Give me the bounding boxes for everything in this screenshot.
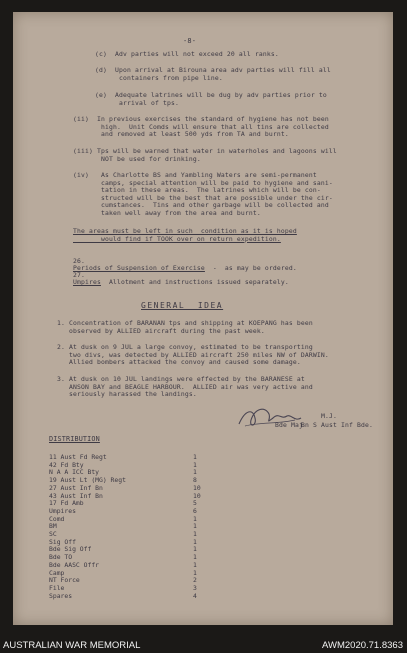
general-idea-3: 3. At dusk on 10 JUL landings were effected by the BARANESE at ANSON BAY and BEAGLE HARBOUR. ALLIED air was very active and seriously harassed the landings. — [57, 375, 313, 399]
distribution-item: 42 Fd Bty — [49, 460, 84, 469]
distribution-qty: 4 — [193, 591, 197, 600]
item-iv: (iv) As Charlotte BS and Yambling Waters are semi-permanent camps, special attention will be paid to hygiene and sani- tation in these areas. The latrines which will be con- structed will be the best that are possible under the cir- cumstances. Tins and other garbage will be collected and taken well away from the area and burnt. — [73, 171, 333, 217]
distribution-qty: 1 — [193, 530, 197, 538]
distribution-qty: 1 — [193, 468, 197, 477]
item-note: The areas must be left in such condition as it is hoped would find if TOOK over on return expedition. — [73, 227, 297, 243]
distribution-qty: 10 — [193, 483, 201, 492]
distribution-qty: 8 — [193, 476, 197, 485]
para-27-text: Allotment and instructions issued separately. — [100, 278, 289, 287]
item-d: (d) Upon arrival at Birouna area adv parties will fill all containers from pipe line. — [95, 66, 331, 82]
distribution-qty: 1 — [193, 453, 197, 461]
distribution-item: Bde AASC Offr — [49, 560, 100, 569]
distribution-item: NT Force — [49, 576, 80, 585]
distribution-item: Bde Sig Off — [49, 545, 92, 554]
distribution-qty: 1 — [193, 537, 197, 546]
item-e: (e) Adequate latrines will be dug by adv parties prior to arrival of tps. — [95, 91, 327, 107]
item-ii: (ii) In previous exercises the standard of hygiene has not been high. Unit Comds will ensure that all tins are collected and removed at least 500 yds from TA and burnt. — [73, 115, 329, 139]
distribution-item: Spares — [49, 591, 73, 600]
para-27 — [57, 264, 289, 294]
distribution-item: Umpires — [49, 506, 76, 515]
footer-source: AUSTRALIAN WAR MEMORIAL — [3, 640, 141, 651]
distribution-qty: 1 — [193, 522, 197, 531]
para-27-num: 27. — [73, 270, 85, 279]
distribution-item: Sig Off — [49, 537, 76, 546]
para-26-title: Periods of Suspension of Exercise — [73, 264, 205, 273]
distribution-item: 43 Aust Inf Bn — [49, 491, 103, 500]
general-idea-2: 2. At dusk on 9 JUL a large convoy, estimated to be transporting two divs, was detected by ALLIED aircraft 250 miles NW of DARWIN. Allied bombers attacked the convoy and caused some damage. — [57, 343, 329, 367]
footer-id: AWM2020.71.8363 — [322, 640, 403, 651]
distribution-item: 19 Aust Lt (MG) Regt — [49, 476, 126, 485]
distribution-item: File — [49, 583, 65, 592]
item-c: (c) Adv parties will not exceed 20 all ranks. — [95, 50, 279, 58]
para-26-text: - as may be ordered. — [204, 264, 297, 273]
page-number: -8- — [183, 37, 197, 45]
general-idea-heading: GENERAL IDEA — [141, 301, 224, 310]
para-27-title: Umpires — [73, 278, 101, 287]
distribution-qty: 6 — [193, 506, 197, 515]
distribution-item: 17 Fd Amb — [49, 499, 84, 508]
distribution-item: BM — [49, 522, 57, 531]
distribution-qty: 1 — [193, 545, 197, 554]
distribution-qty: 2 — [193, 576, 197, 585]
distribution-qty: 5 — [193, 499, 197, 508]
distribution-qty: 1 — [193, 514, 197, 523]
distribution-qty: 1 — [193, 460, 197, 469]
distribution-qty: 1 — [193, 568, 197, 577]
distribution-qty: 10 — [193, 491, 201, 500]
distribution-item: Bde TO — [49, 553, 73, 562]
distribution-qty: 3 — [193, 583, 197, 592]
document-page — [13, 12, 393, 625]
footer-bar — [0, 636, 407, 653]
distribution-qty: 1 — [193, 560, 197, 569]
item-iii: (iii) Tps will be warned that water in waterholes and lagoons will NOT be used for drinking. — [73, 147, 337, 163]
signature-unit: Bn S Aust Inf Bde. — [301, 421, 373, 429]
distribution-item: Camp — [49, 568, 65, 577]
distribution-title: DISTRIBUTION — [49, 435, 100, 443]
signature-mj: M.J. — [321, 412, 337, 420]
distribution-qty: 1 — [193, 553, 197, 562]
general-idea-1: 1. Concentration of BARANAN tps and shipping at KOEPANG has been observed by ALLIED aircraft during the past week. — [57, 319, 313, 335]
para-26-num: 26. — [73, 256, 85, 265]
signature-title: Bde Maj — [275, 421, 303, 429]
distribution-item: 27 Aust Inf Bn — [49, 483, 103, 492]
distribution-item: N A A ICC Bty — [49, 468, 100, 477]
distribution-item: SC — [49, 530, 57, 538]
distribution-item: 11 Aust Fd Regt — [49, 453, 107, 461]
distribution-item: Comd — [49, 514, 65, 523]
